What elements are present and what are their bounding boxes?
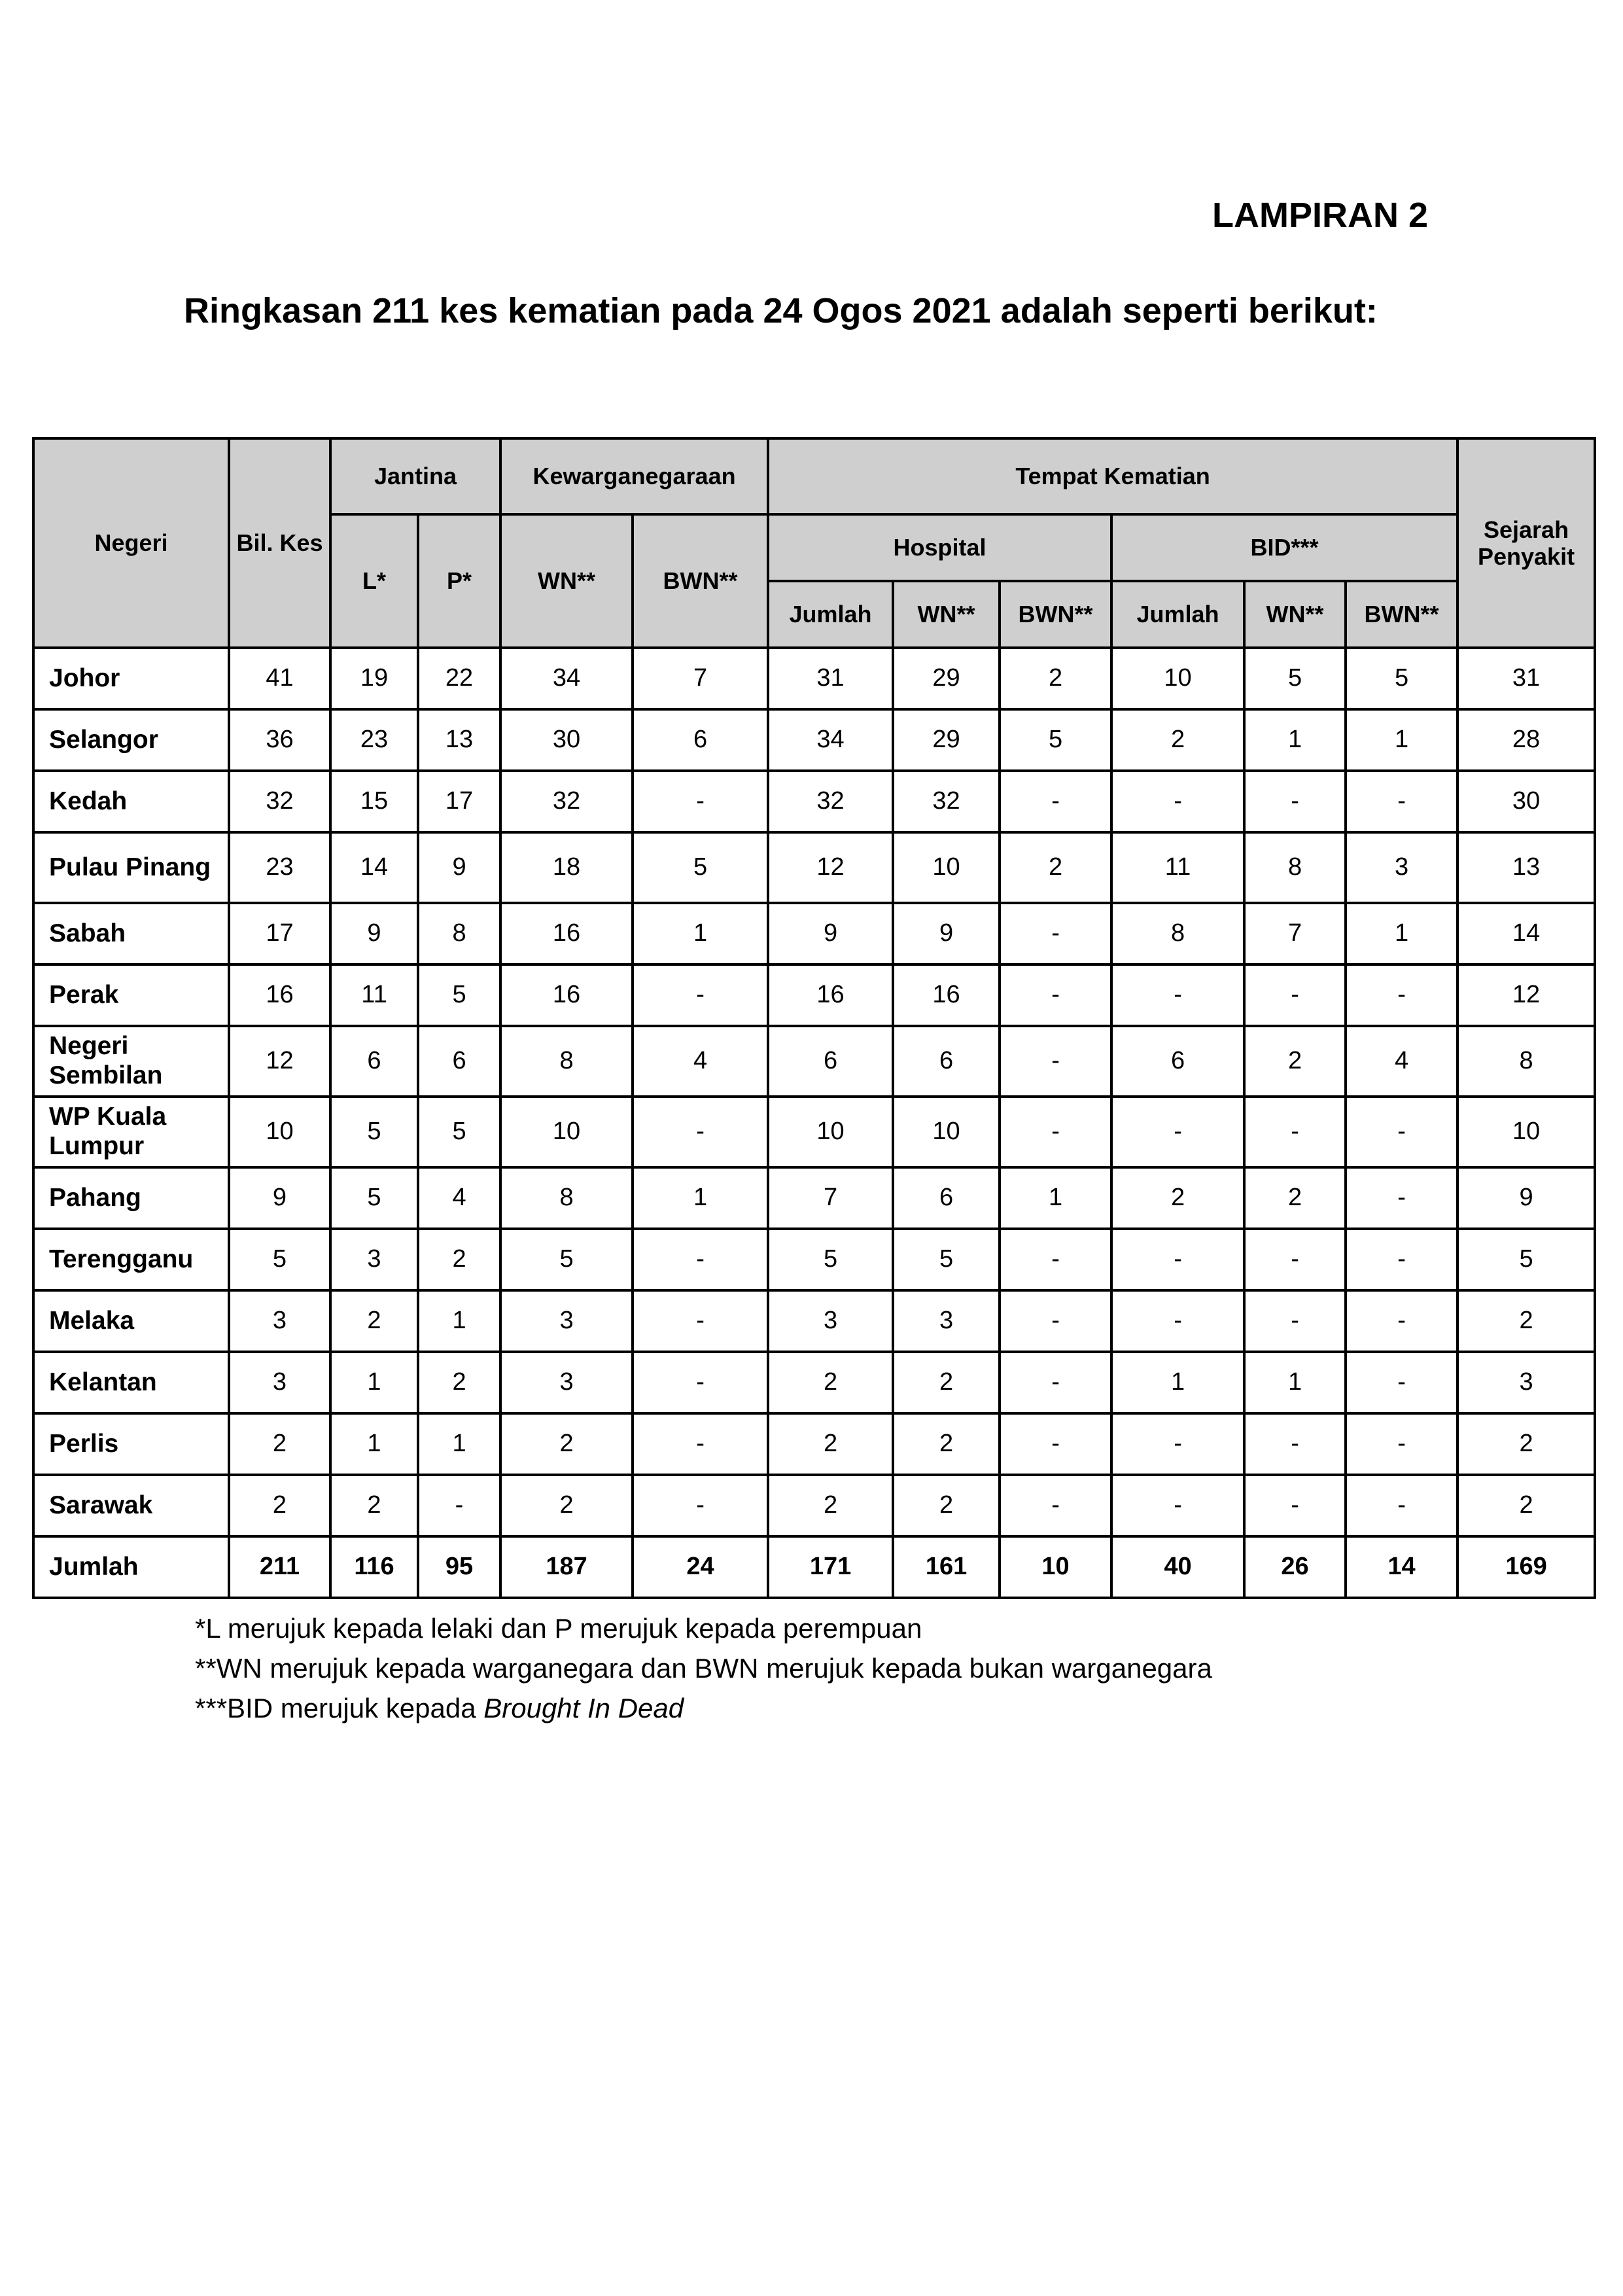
value-cell: 32 — [893, 771, 1000, 832]
value-cell: - — [1111, 771, 1244, 832]
value-cell: 5 — [1244, 648, 1346, 709]
state-name-cell: Jumlah — [33, 1536, 229, 1598]
value-cell: 12 — [768, 832, 893, 903]
value-cell: 211 — [229, 1536, 330, 1598]
value-cell: 10 — [768, 1097, 893, 1167]
value-cell: 5 — [418, 964, 500, 1026]
table-row — [33, 903, 1595, 964]
table-row — [33, 1352, 1595, 1413]
value-cell: 14 — [1457, 903, 1595, 964]
value-cell: 2 — [500, 1413, 633, 1475]
value-cell: 1 — [418, 1413, 500, 1475]
value-cell: 8 — [1457, 1026, 1595, 1097]
value-cell: - — [1111, 1475, 1244, 1536]
value-cell: 1 — [1346, 903, 1457, 964]
value-cell: 5 — [768, 1229, 893, 1290]
value-cell: 24 — [633, 1536, 768, 1598]
value-cell: 3 — [1346, 832, 1457, 903]
value-cell: 2 — [893, 1413, 1000, 1475]
footnote-bid-italic: Brought In Dead — [483, 1693, 684, 1723]
value-cell: 11 — [1111, 832, 1244, 903]
value-cell: 171 — [768, 1536, 893, 1598]
table-row — [33, 1097, 1595, 1167]
value-cell: 2 — [893, 1352, 1000, 1413]
value-cell: 13 — [1457, 832, 1595, 903]
footnotes — [195, 1608, 1212, 1728]
value-cell: 6 — [418, 1026, 500, 1097]
value-cell: - — [1000, 771, 1111, 832]
table-body — [33, 648, 1595, 1598]
footnote-gender: *L merujuk kepada lelaki dan P merujuk kepada perempuan — [195, 1613, 922, 1644]
value-cell: - — [1111, 1097, 1244, 1167]
value-cell: 16 — [768, 964, 893, 1026]
table-row — [33, 771, 1595, 832]
value-cell: 5 — [418, 1097, 500, 1167]
header-bid-jumlah: Jumlah — [1111, 581, 1244, 648]
value-cell: 5 — [500, 1229, 633, 1290]
value-cell: 36 — [229, 709, 330, 771]
table-row — [33, 1026, 1595, 1097]
value-cell: 3 — [330, 1229, 418, 1290]
value-cell: 161 — [893, 1536, 1000, 1598]
value-cell: 16 — [500, 903, 633, 964]
value-cell: 11 — [330, 964, 418, 1026]
value-cell: 34 — [500, 648, 633, 709]
state-name-cell: Kedah — [33, 771, 229, 832]
value-cell: 2 — [1244, 1026, 1346, 1097]
value-cell: 5 — [229, 1229, 330, 1290]
value-cell: 29 — [893, 648, 1000, 709]
header-wn: WN** — [500, 514, 633, 648]
header-hospital-bwn: BWN** — [1000, 581, 1111, 648]
value-cell: 1 — [633, 1167, 768, 1229]
value-cell: 116 — [330, 1536, 418, 1598]
header-bid: BID*** — [1111, 514, 1457, 581]
value-cell: 10 — [893, 832, 1000, 903]
value-cell: - — [633, 1229, 768, 1290]
value-cell: 2 — [768, 1475, 893, 1536]
value-cell: 14 — [1346, 1536, 1457, 1598]
value-cell: 2 — [893, 1475, 1000, 1536]
value-cell: - — [1244, 771, 1346, 832]
state-name-cell: Pahang — [33, 1167, 229, 1229]
value-cell: 2 — [1000, 832, 1111, 903]
value-cell: - — [1244, 1229, 1346, 1290]
header-bid-bwn: BWN** — [1346, 581, 1457, 648]
value-cell: 1 — [418, 1290, 500, 1352]
value-cell: - — [1000, 1097, 1111, 1167]
state-name-cell: Negeri Sembilan — [33, 1026, 229, 1097]
value-cell: - — [1244, 964, 1346, 1026]
value-cell: 9 — [893, 903, 1000, 964]
value-cell: 1 — [1111, 1352, 1244, 1413]
value-cell: 9 — [418, 832, 500, 903]
value-cell: 17 — [229, 903, 330, 964]
header-bil-kes: Bil. Kes — [229, 438, 330, 648]
value-cell: - — [1000, 903, 1111, 964]
state-name-cell: Melaka — [33, 1290, 229, 1352]
value-cell: - — [1346, 1229, 1457, 1290]
value-cell: - — [1244, 1290, 1346, 1352]
value-cell: 2 — [768, 1352, 893, 1413]
value-cell: - — [633, 1352, 768, 1413]
value-cell: - — [1000, 1290, 1111, 1352]
value-cell: - — [633, 964, 768, 1026]
appendix-label: LAMPIRAN 2 — [1212, 196, 1428, 235]
state-name-cell: Kelantan — [33, 1352, 229, 1413]
value-cell: - — [1244, 1413, 1346, 1475]
value-cell: - — [633, 1290, 768, 1352]
state-name-cell: Pulau Pinang — [33, 832, 229, 903]
value-cell: 9 — [330, 903, 418, 964]
value-cell: 28 — [1457, 709, 1595, 771]
value-cell: 41 — [229, 648, 330, 709]
value-cell: - — [633, 1413, 768, 1475]
value-cell: 2 — [1244, 1167, 1346, 1229]
table-row — [33, 709, 1595, 771]
value-cell: 9 — [229, 1167, 330, 1229]
value-cell: - — [1000, 1352, 1111, 1413]
header-sejarah-penyakit: Sejarah Penyakit — [1457, 438, 1595, 648]
table-row — [33, 1290, 1595, 1352]
value-cell: 1 — [330, 1352, 418, 1413]
value-cell: - — [1111, 964, 1244, 1026]
value-cell: - — [1346, 964, 1457, 1026]
value-cell: 8 — [500, 1026, 633, 1097]
value-cell: - — [633, 1475, 768, 1536]
value-cell: 30 — [1457, 771, 1595, 832]
table-row — [33, 1475, 1595, 1536]
value-cell: 7 — [1244, 903, 1346, 964]
value-cell: 32 — [768, 771, 893, 832]
footnote-citizenship: **WN merujuk kepada warganegara dan BWN merujuk kepada bukan warganegara — [195, 1653, 1212, 1684]
value-cell: 40 — [1111, 1536, 1244, 1598]
value-cell: 4 — [633, 1026, 768, 1097]
value-cell: 2 — [1111, 709, 1244, 771]
value-cell: 12 — [1457, 964, 1595, 1026]
value-cell: 6 — [893, 1167, 1000, 1229]
value-cell: - — [1111, 1413, 1244, 1475]
value-cell: 12 — [229, 1026, 330, 1097]
intro-paragraph: Ringkasan 211 kes kematian pada 24 Ogos 2021 adalah seperti berikut: — [184, 291, 1378, 330]
value-cell: 30 — [500, 709, 633, 771]
value-cell: 15 — [330, 771, 418, 832]
header-tempat-kematian: Tempat Kematian — [768, 438, 1457, 514]
table-row — [33, 964, 1595, 1026]
value-cell: 10 — [500, 1097, 633, 1167]
death-cases-table — [32, 437, 1596, 1599]
header-bid-wn: WN** — [1244, 581, 1346, 648]
header-hospital-wn: WN** — [893, 581, 1000, 648]
value-cell: 2 — [1000, 648, 1111, 709]
value-cell: 3 — [229, 1352, 330, 1413]
value-cell: 2 — [1457, 1413, 1595, 1475]
value-cell: - — [1346, 1167, 1457, 1229]
value-cell: 5 — [893, 1229, 1000, 1290]
value-cell: 1 — [1244, 709, 1346, 771]
value-cell: 6 — [633, 709, 768, 771]
value-cell: 1 — [1000, 1167, 1111, 1229]
value-cell: 3 — [893, 1290, 1000, 1352]
table-row — [33, 1229, 1595, 1290]
value-cell: - — [1000, 1026, 1111, 1097]
footnote-bid-prefix: ***BID merujuk kepada — [195, 1693, 484, 1723]
value-cell: 6 — [330, 1026, 418, 1097]
value-cell: - — [1000, 1413, 1111, 1475]
value-cell: 2 — [418, 1229, 500, 1290]
value-cell: - — [1000, 964, 1111, 1026]
value-cell: 23 — [330, 709, 418, 771]
value-cell: 31 — [1457, 648, 1595, 709]
value-cell: - — [1111, 1290, 1244, 1352]
value-cell: - — [1000, 1475, 1111, 1536]
value-cell: 10 — [893, 1097, 1000, 1167]
value-cell: - — [1244, 1097, 1346, 1167]
value-cell: 8 — [418, 903, 500, 964]
state-name-cell: Terengganu — [33, 1229, 229, 1290]
value-cell: 10 — [1111, 648, 1244, 709]
value-cell: 2 — [768, 1413, 893, 1475]
value-cell: 32 — [500, 771, 633, 832]
header-bwn: BWN** — [633, 514, 768, 648]
value-cell: 2 — [418, 1352, 500, 1413]
header-l: L* — [330, 514, 418, 648]
value-cell: - — [633, 1097, 768, 1167]
value-cell: 1 — [330, 1413, 418, 1475]
state-name-cell: Sabah — [33, 903, 229, 964]
value-cell: 2 — [229, 1475, 330, 1536]
value-cell: 3 — [229, 1290, 330, 1352]
header-p: P* — [418, 514, 500, 648]
state-name-cell: Johor — [33, 648, 229, 709]
value-cell: 6 — [893, 1026, 1000, 1097]
value-cell: 2 — [330, 1290, 418, 1352]
value-cell: 4 — [418, 1167, 500, 1229]
value-cell: 5 — [1457, 1229, 1595, 1290]
value-cell: 8 — [500, 1167, 633, 1229]
value-cell: 2 — [1111, 1167, 1244, 1229]
table-row — [33, 1413, 1595, 1475]
value-cell: 1 — [1346, 709, 1457, 771]
value-cell: 5 — [1000, 709, 1111, 771]
value-cell: 10 — [229, 1097, 330, 1167]
value-cell: - — [1346, 771, 1457, 832]
value-cell: 19 — [330, 648, 418, 709]
value-cell: 16 — [893, 964, 1000, 1026]
value-cell: 26 — [1244, 1536, 1346, 1598]
value-cell: 31 — [768, 648, 893, 709]
state-name-cell: Selangor — [33, 709, 229, 771]
value-cell: 9 — [1457, 1167, 1595, 1229]
value-cell: 23 — [229, 832, 330, 903]
value-cell: 18 — [500, 832, 633, 903]
value-cell: 187 — [500, 1536, 633, 1598]
value-cell: 13 — [418, 709, 500, 771]
value-cell: 4 — [1346, 1026, 1457, 1097]
value-cell: 7 — [768, 1167, 893, 1229]
value-cell: 6 — [1111, 1026, 1244, 1097]
header-jantina: Jantina — [330, 438, 500, 514]
value-cell: - — [633, 771, 768, 832]
value-cell: 5 — [633, 832, 768, 903]
value-cell: 169 — [1457, 1536, 1595, 1598]
state-name-cell: Perak — [33, 964, 229, 1026]
state-name-cell: WP Kuala Lumpur — [33, 1097, 229, 1167]
value-cell: 29 — [893, 709, 1000, 771]
header-kewarganegaraan: Kewarganegaraan — [500, 438, 768, 514]
value-cell: 8 — [1244, 832, 1346, 903]
value-cell: - — [1346, 1475, 1457, 1536]
value-cell: 10 — [1000, 1536, 1111, 1598]
value-cell: - — [1244, 1475, 1346, 1536]
state-name-cell: Sarawak — [33, 1475, 229, 1536]
header-hospital: Hospital — [768, 514, 1111, 581]
value-cell: - — [1111, 1229, 1244, 1290]
value-cell: - — [1000, 1229, 1111, 1290]
value-cell: 16 — [500, 964, 633, 1026]
table-row — [33, 832, 1595, 903]
value-cell: 2 — [330, 1475, 418, 1536]
header-negeri: Negeri — [33, 438, 229, 648]
value-cell: 34 — [768, 709, 893, 771]
value-cell: - — [1346, 1290, 1457, 1352]
value-cell: - — [1346, 1352, 1457, 1413]
table-row — [33, 648, 1595, 709]
value-cell: 7 — [633, 648, 768, 709]
value-cell: 17 — [418, 771, 500, 832]
total-row — [33, 1536, 1595, 1598]
value-cell: 2 — [500, 1475, 633, 1536]
value-cell: 5 — [330, 1167, 418, 1229]
value-cell: 3 — [500, 1352, 633, 1413]
value-cell: 95 — [418, 1536, 500, 1598]
value-cell: 3 — [500, 1290, 633, 1352]
value-cell: 14 — [330, 832, 418, 903]
value-cell: 10 — [1457, 1097, 1595, 1167]
footnote-bid — [195, 1688, 1212, 1728]
value-cell: 22 — [418, 648, 500, 709]
value-cell: 32 — [229, 771, 330, 832]
value-cell: - — [1346, 1097, 1457, 1167]
value-cell: 2 — [1457, 1290, 1595, 1352]
value-cell: 5 — [330, 1097, 418, 1167]
value-cell: 1 — [1244, 1352, 1346, 1413]
value-cell: 16 — [229, 964, 330, 1026]
value-cell: 8 — [1111, 903, 1244, 964]
value-cell: - — [1346, 1413, 1457, 1475]
value-cell: 3 — [1457, 1352, 1595, 1413]
value-cell: 2 — [1457, 1475, 1595, 1536]
value-cell: - — [418, 1475, 500, 1536]
header-hospital-jumlah: Jumlah — [768, 581, 893, 648]
value-cell: 9 — [768, 903, 893, 964]
value-cell: 2 — [229, 1413, 330, 1475]
state-name-cell: Perlis — [33, 1413, 229, 1475]
value-cell: 5 — [1346, 648, 1457, 709]
table-row — [33, 1167, 1595, 1229]
value-cell: 1 — [633, 903, 768, 964]
value-cell: 6 — [768, 1026, 893, 1097]
value-cell: 3 — [768, 1290, 893, 1352]
